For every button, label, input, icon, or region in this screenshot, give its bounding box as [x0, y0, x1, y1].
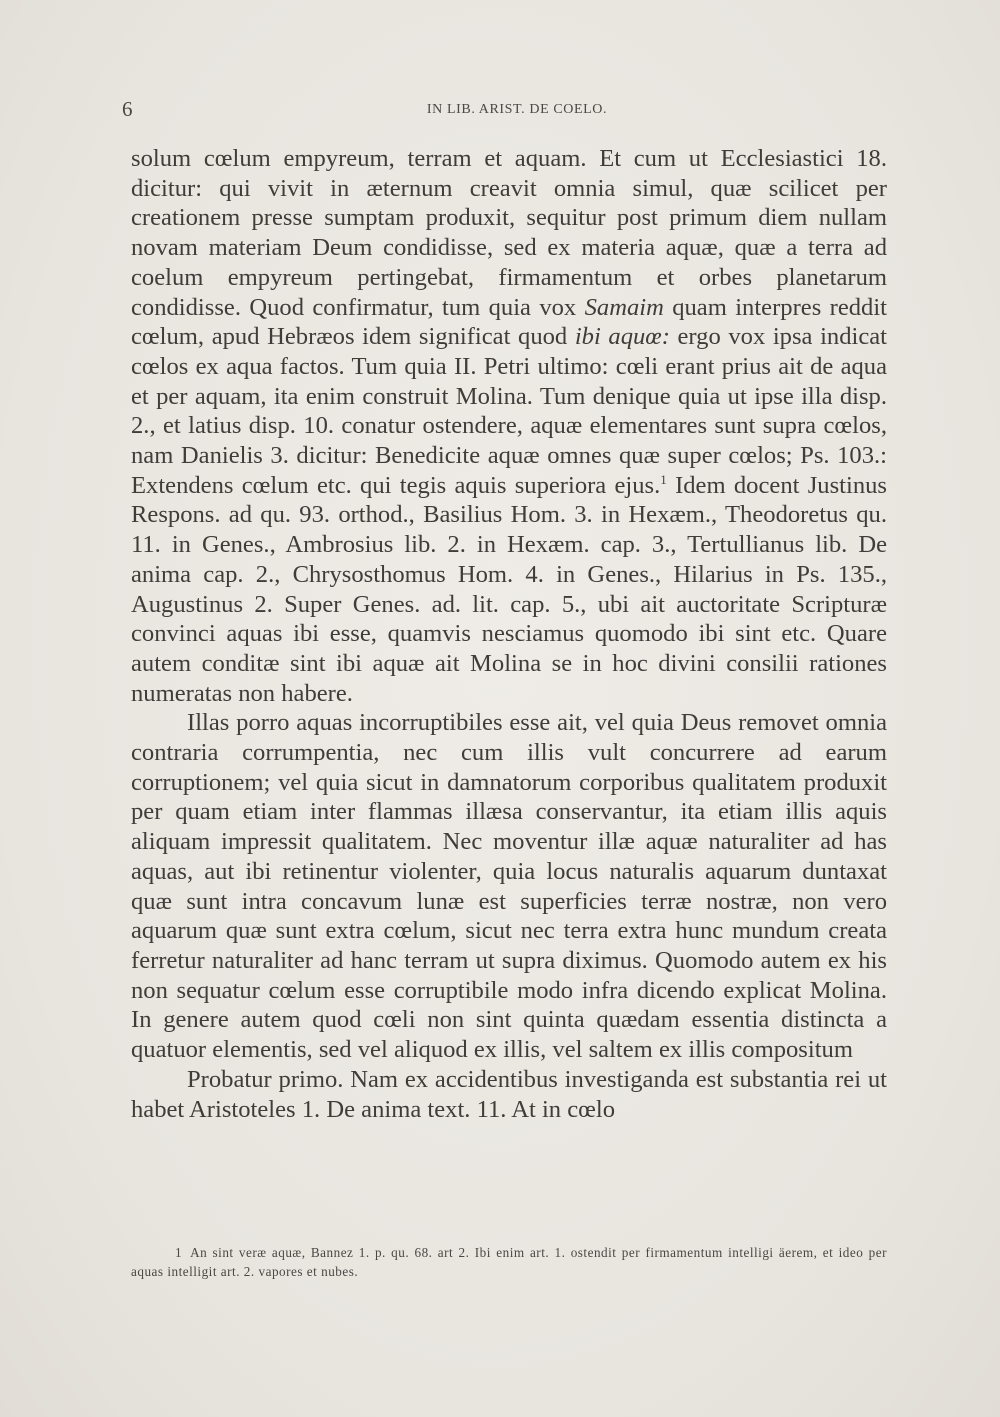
page-header	[122, 97, 892, 123]
main-text	[131, 144, 887, 1124]
paragraph-1-text-f: Idem docent Justinus Respons. ad qu. 93. orthod., Basilius Hom. 3. in Hexæm., Theodoretus qu. 11. in Genes., Ambrosius lib. 2. in Hexæm. cap. 3., Tertullianus lib. De anima cap. 2., Chrysosthomus Hom. 4. in Genes., Hilarius in Ps. 135., Augustinus 2. Super Genes. ad. lit. cap. 5., ubi ait auctoritate Scripturæ convinci aquas ibi esse, quamvis nesciamus quomodo ibi sint etc. Quare autem conditæ sint ibi aquæ ait Molina se in hoc divini consilii rationes numeratas non habere.	[131, 471, 888, 707]
footnote-mark: 1	[175, 1245, 183, 1260]
footnote-text: An sint veræ aquæ, Bannez 1. p. qu. 68. art 2. Ibi enim art. 1. ostendit per firmamentum intelligi äerem, et ideo per aquas intelligit art. 2. vapores et nubes.	[131, 1245, 887, 1279]
paragraph-1	[131, 144, 887, 708]
paragraph-2: Illas porro aquas incorruptibiles esse ait, vel quia Deus removet omnia contraria corrumpentia, nec cum illis vult concurrere ad earum corruptionem; vel quia sicut in damnatorum corporibus qualitatem produxit per quam etiam inter flammas illæsa conservantur, ita etiam illis aquis aliquam impressit qualitatem. Nec moventur illæ aquæ naturaliter ad has aquas, aut ibi retinentur violenter, quia locus naturalis aquarum duntaxat quæ sunt intra concavum lunæ est superficies terræ nostræ, non vero aquarum quæ sunt extra cœlum, sicut nec terra extra hunc mundum creata ferretur naturaliter ad hanc terram ut supra diximus. Quomodo autem ex his non sequatur cœlum esse corruptibile modo infra dicendo explicat Molina. In genere autem quod cœli non sint quinta quædam essentia distincta a quatuor elementis, sed vel aliquod ex illis, vel saltem ex illis compositum	[131, 709, 887, 1064]
paragraph-1-text-e: ergo vox ipsa indicat cœlos ex aqua factos. Tum quia II. Petri ultimo: cœli erant prius ait de aqua et per aquam, ita enim construit Molina. Tum denique quia ut ipse illa disp. 2., et latius disp. 10. conatur ostendere, aquæ elementares sunt supra cœlos, nam Danielis 3. dicitur: Benedicite aquæ omnes quæ super cœlos; Ps. 103.: Extendens cœlum etc. qui tegis aquis superiora ejus.	[131, 323, 887, 499]
page-number: 6	[122, 97, 133, 121]
italic-term-samaim: Samaim	[584, 293, 664, 321]
footnote	[131, 1243, 887, 1281]
italic-term-ibi-aquae: ibi aquœ:	[574, 323, 670, 351]
footnote-reference: 1	[660, 471, 667, 487]
paragraph-1-text-a: solum cœlum empyreum, terram et aquam. Et cum ut Ecclesiastici 18. dicitur: qui vivit in æternum creavit omnia simul, quæ scilicet per creationem presse sumptam produxit, sequitur post primum diem nullam novam materiam Deum condidisse, sed ex materia aquæ, quæ a terra ad coelum empyreum pertingebat, firmamentum et orbes planetarum condidisse. Quod confirmatur, tum quia vox	[131, 145, 887, 321]
paragraph-1-text-c: quam interpres reddit cœlum, apud Hebræos idem significat quod	[131, 293, 887, 351]
paragraph-3: Probatur primo. Nam ex accidentibus investiganda est substantia rei ut habet Aristoteles 1. De anima text. 11. At in cœlo	[131, 1065, 887, 1123]
footnotes	[131, 1243, 887, 1281]
running-head: IN LIB. ARIST. DE COELO.	[426, 102, 608, 117]
